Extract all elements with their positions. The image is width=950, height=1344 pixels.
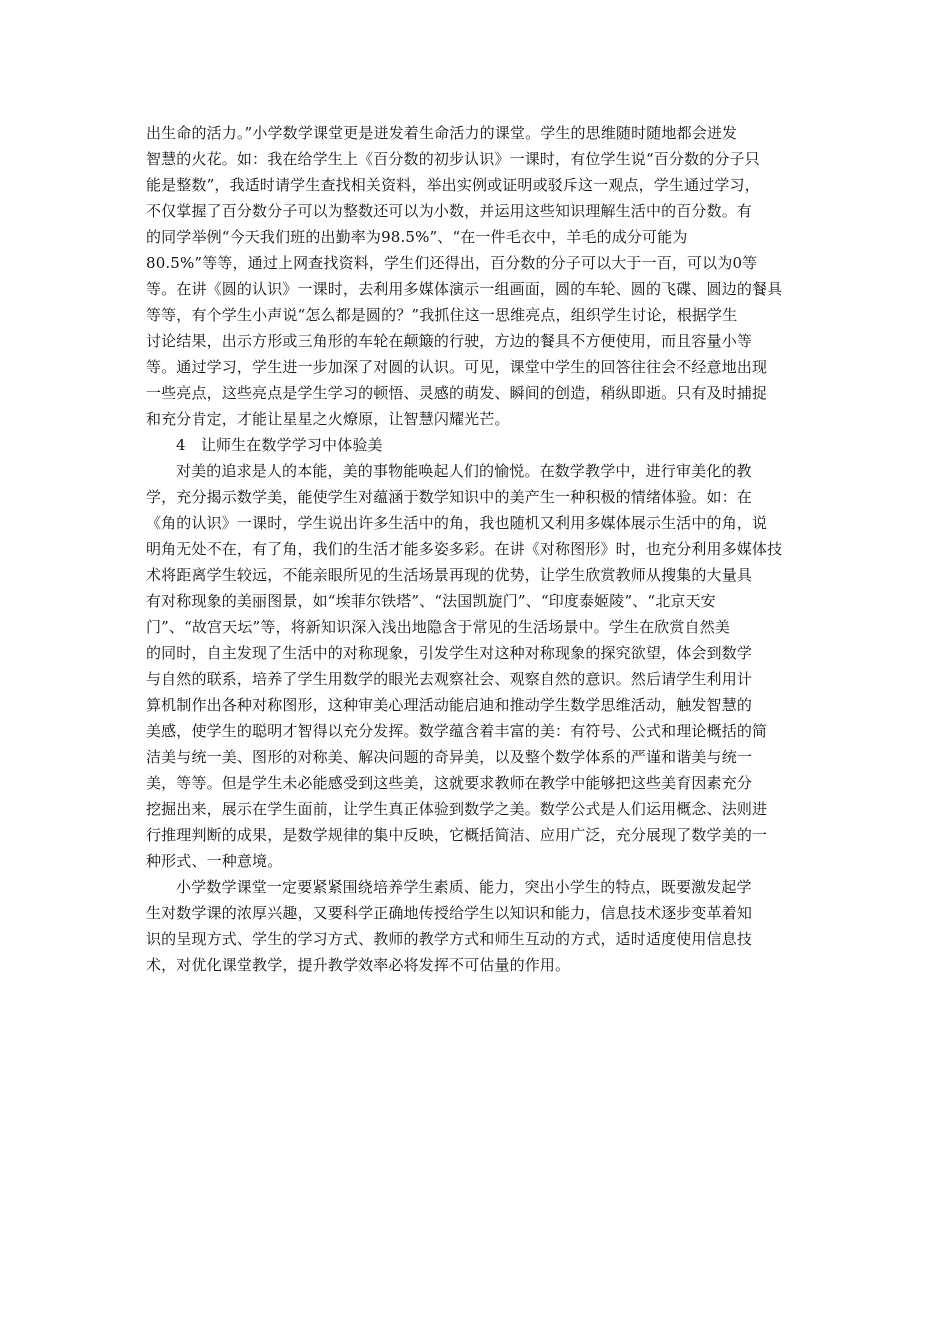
text-line: 小学数学课堂一定要紧紧围绕培养学生素质、能力，突出小学生的特点，既要激发起学: [176, 878, 752, 896]
text-line: 对美的追求是人的本能，美的事物能唤起人们的愉悦。在数学教学中，进行审美化的教: [176, 462, 752, 480]
text-line: 生对数学课的浓厚兴趣，又要科学正确地传授给学生以知识和能力，信息技术逐步变革着知: [146, 904, 753, 922]
text-line: 有对称现象的美丽图景，如“埃菲尔铁塔”、“法国凯旋门”、“印度泰姬陵”、“北京天安: [146, 592, 716, 610]
text-line: 行推理判断的成果，是数学规律的集中反映，它概括简洁、应用广泛，充分展现了数学美的一: [146, 826, 768, 844]
text-line: 术将距离学生较远，不能亲眼所见的生活场景再现的优势，让学生欣赏教师从搜集的大量具: [146, 566, 753, 584]
text-line: 和充分肯定，才能让星星之火燎原，让智慧闪耀光芒。: [146, 410, 510, 428]
text-line: 与自然的联系，培养了学生用数学的眼光去观察社会、观察自然的意识。然后请学生利用计: [146, 670, 753, 688]
text-line: 智慧的火花。如：我在给学生上《百分数的初步认识》一课时，有位学生说“百分数的分子只: [146, 150, 760, 168]
text-line: 等。通过学习，学生进一步加深了对圆的认识。可见，课堂中学生的回答往往会不经意地出现: [146, 358, 768, 376]
text-line: 明角无处不在，有了角，我们的生活才能多姿多彩。在讲《对称图形》时，也充分利用多媒体技: [146, 540, 783, 558]
paragraph-life-vitality: [146, 120, 810, 432]
text-line: 美，等等。但是学生未必能感受到这些美，这就要求教师在教学中能够把这些美育因素充分: [146, 774, 753, 792]
text-line: 能是整数”，我适时请学生查找相关资料，举出实例或证明或驳斥这一观点，学生通过学习，: [146, 176, 760, 194]
text-line: 种形式、一种意境。: [146, 852, 283, 870]
document-body: [146, 120, 810, 978]
text-line: 的同时，自主发现了生活中的对称现象，引发学生对这种对称现象的探究欲望，体会到数学: [146, 644, 753, 662]
text-line: 挖掘出来，展示在学生面前，让学生真正体验到数学之美。数学公式是人们运用概念、法则进: [146, 800, 768, 818]
text-line: 80.5%”等等，通过上网查找资料，学生们还得出，百分数的分子可以大于一百，可以为0等: [146, 254, 758, 272]
text-line: 美感，使学生的聪明才智得以充分发挥。数学蕴含着丰富的美：有符号、公式和理论概括的简: [146, 722, 768, 740]
text-line: 算机制作出各种对称图形，这种审美心理活动能启迪和推动学生数学思维活动，触发智慧的: [146, 696, 753, 714]
text-line: 出生命的活力。”小学数学课堂更是迸发着生命活力的课堂。学生的思维随时随地都会迸发: [146, 124, 738, 142]
text-line: 等等，有个学生小声说“怎么都是圆的？”我抓住这一思维亮点，组织学生讨论，根据学生: [146, 306, 738, 324]
section-heading: 4 让师生在数学学习中体验美: [176, 436, 383, 454]
text-line: 识的呈现方式、学生的学习方式、教师的教学方式和师生互动的方式，适时适度使用信息技: [146, 930, 753, 948]
text-line: 讨论结果，出示方形或三角形的车轮在颠簸的行驶，方边的餐具不方便使用，而且容量小等: [146, 332, 753, 350]
text-line: 《角的认识》一课时，学生说出许多生活中的角，我也随机又利用多媒体展示生活中的角，说: [146, 514, 768, 532]
text-line: 术，对优化课堂教学，提升教学效率必将发挥不可估量的作用。: [146, 956, 571, 974]
text-line: 一些亮点，这些亮点是学生学习的顿悟、灵感的萌发、瞬间的创造，稍纵即逝。只有及时捕捉: [146, 384, 768, 402]
text-line: 学，充分揭示数学美，能使学生对蕴涵于数学知识中的美产生一种积极的情绪体验。如：在: [146, 488, 753, 506]
text-line: 洁美与统一美、图形的对称美、解决问题的奇异美，以及整个数学体系的严谨和谐美与统一: [146, 748, 753, 766]
paragraph-math-beauty: [146, 458, 810, 874]
paragraph-conclusion: [146, 874, 810, 978]
text-line: 等。在讲《圆的认识》一课时，去利用多媒体演示一组画面，圆的车轮、圆的飞碟、圆边的餐具: [146, 280, 783, 298]
text-line: 的同学举例“今天我们班的出勤率为98.5%”、“在一件毛衣中，羊毛的成分可能为: [146, 228, 688, 246]
text-line: 不仅掌握了百分数分子可以为整数还可以为小数，并运用这些知识理解生活中的百分数。有: [146, 202, 753, 220]
text-line: 门”、“故宫天坛”等，将新知识深入浅出地隐含于常见的生活场景中。学生在欣赏自然美: [146, 618, 731, 636]
